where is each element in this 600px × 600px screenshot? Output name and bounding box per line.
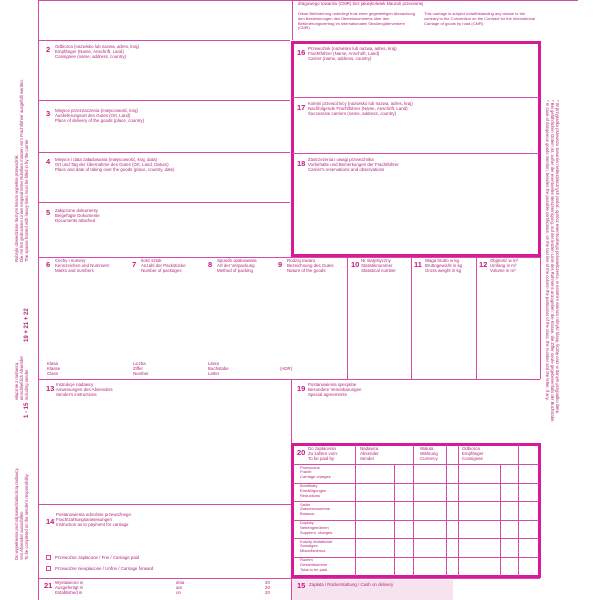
rule-f2-top — [38, 40, 290, 41]
rule-f13-f19 — [291, 379, 292, 443]
field-10-number: 10 — [351, 260, 360, 269]
field-9-number: 9 — [278, 260, 283, 269]
left-margin-numbers-1: 1 - 15 — [24, 402, 30, 418]
field-16-number: 16 — [297, 48, 306, 57]
charges-row-label: Dopłaty Nebengebühren Supplem. charges — [300, 520, 333, 535]
right-margin-dangerous-goods-note: * W przypadku przewozu towarów niebezpiecznych podać, oprócz ewentualnego poświadczenia, w ostatnim wierszu rubryki: klasę, liczbę oraz w danym przypadku literę. * Bei gefährlichen Gütern ist, außer der eventuellen Bescheinigung, auf der letzten Linie des Rahmens anzugeben: die Klasse, die Ziffer sowie gegebenenfalls der Buchstabe. * In case of dangerous goods mention, besides the possible certification, on the last line of the column the particulars of the class, the number and the letter, if any. — [545, 100, 560, 423]
field-7-number: 7 — [132, 260, 137, 269]
charges-row-rule — [293, 520, 539, 521]
field-5-label: Załączone dokumenty Beigefügte Dokumente Documents attached — [55, 208, 100, 224]
charges-row-label: Saldo Zwischensumme Balance — [300, 501, 331, 517]
field-20-col-consignee: Odbiorca Empfänger Consignee — [462, 446, 484, 462]
rule-f5-top — [38, 202, 290, 203]
field-11-label: Waga brutto w kg Bruttogewicht in kg Gross weight in kg — [425, 258, 463, 274]
cmr-notice-line: dragowego towarów (CMR) bez jakiejkolwiek klauzuli przeciwnej — [298, 1, 424, 6]
field-3-label: Miejsce przeznaczenia (miejscowość, kraj) Auslieferungsort des Gutes (Ort, Land) Place of delivery of the goods (place, country) — [55, 108, 145, 124]
field-12-label: Objętość w m³ Umfang in m³ Volume in m³ — [490, 258, 519, 274]
charges-row-label: Przewoźne Fracht Carriage charges — [300, 464, 331, 480]
field-15-number: 15 — [297, 581, 306, 590]
carriage-forward-label: Przewoźne nieopłacone / Unfrei / Carriage forward — [55, 566, 154, 571]
field-13-number: 13 — [46, 384, 55, 393]
field-8-number: 8 — [208, 260, 213, 269]
field-5-number: 5 — [46, 208, 51, 217]
field-7-label: Ilość sztuk Anzahl der Packstücke Number of packages — [141, 258, 186, 274]
field-19-label: Postanowienia specjalne Besondere Vereinbarungen Special agreements — [308, 382, 362, 398]
charges-row-rule — [293, 557, 539, 558]
field-20-col-currency: Waluta Währung Currency — [420, 446, 438, 462]
rule-f21-top — [38, 578, 540, 579]
field-6-label: Cechy i numery Kennzeichen und Nummern Marks and numbers — [55, 258, 110, 274]
rule-goods-col10 — [347, 257, 348, 379]
field-2-label: Odbiorca (nazwisko lub nazwa, adres, kraj) Empfänger (Name, Anschrift, Land) Consignee (name, address, country) — [55, 44, 139, 60]
field-4-number: 4 — [46, 157, 51, 166]
field-10-label: Nr statystyczny Statistiknummer Statistical number — [361, 258, 396, 274]
field-2-number: 2 — [46, 45, 51, 54]
charges-row-label: Bonifikaty Ermäßigungen Reductions — [300, 483, 327, 498]
field-12-number: 12 — [479, 260, 488, 269]
left-margin-sender-note: Do wypełnienia pod odpowiedzialnością nadawcy Von Absender auszufüllen To be completed on the sender's responsibility — [14, 468, 29, 560]
field-15-label: Zapłata / Rückerstattung / Cash on delivery — [309, 582, 394, 587]
adr-class-label: Klasa Klasse Class — [47, 361, 61, 377]
rule-f3-top — [38, 100, 290, 101]
cmr-notice-de: Diese Beförderung unterliegt trotz einer gegenteiligen Abmachung den Bestimmungen des Übereinkommens über den Beförderungsvertrag im internationalen Straßengüterverkehr (CMR) — [298, 11, 415, 31]
rule-goods-col11 — [411, 257, 412, 379]
adr-label: (ADR) — [280, 366, 293, 371]
left-margin-carrier-note: Rubryki obwiedzione tłustymi liniami wypełnia przewoźnik. Die mit fett gedruckten Linien eingerahmten Rubriken müssen vom Frachtführer ausgefüllt werden. The spaces framed with heavy lines must be filled in by the carrier — [14, 79, 29, 262]
charges-row-rule — [293, 538, 539, 539]
rule-goods-col12 — [476, 257, 477, 379]
rule-f4-top — [38, 152, 290, 153]
field-14-label: Postanowienia odnośnie przewoźnego Frachtzahlungsanweisungen Instruction as to payment for carriage — [56, 512, 131, 528]
rule-goods-right — [540, 257, 541, 379]
field-8-label: Sposób opakowania Art der Verpackung Method of packing — [217, 258, 257, 274]
rule-f21-f15 — [291, 578, 292, 600]
rule-f13-top — [38, 379, 540, 380]
field-16-label: Przewoźnik (nazwisko lub nazwa, adres, kraj) Frachtführer (Name, Anschrift, Land) Carrier (name, address, country) — [308, 46, 397, 62]
left-margin-numbers-2: 19 + 21 + 22 — [24, 308, 30, 342]
field-13-label: Instrukcje nadawcy Anweisungen des Absenders Sender's instructions — [56, 382, 113, 398]
left-margin-rule — [38, 0, 39, 600]
charges-row-label: Koszty dodatkowe Sonstiges Miscellaneous — [300, 538, 333, 554]
field-6-number: 6 — [46, 260, 51, 269]
field-4-label: Miejsce i data załadowania (miejscowość, kraj, data) Ort und Tag der Übernahme des Gutes (Ort, Land, Datum) Place and date of taking over the goods (place, country, date) — [55, 157, 175, 173]
field-18-label: Zastrzeżenia i uwagi przewoźnika Vorbehalte und Bemerkungen der Frachtführer Carrier's reservations and observations — [308, 157, 399, 173]
field-3-number: 3 — [46, 109, 51, 118]
carriage-paid-checkbox[interactable] — [46, 555, 51, 560]
charges-row-rule — [293, 501, 539, 502]
field-11-number: 11 — [414, 260, 422, 269]
carriage-forward-checkbox[interactable] — [46, 566, 51, 571]
field-14-number: 14 — [46, 517, 55, 526]
field-20-number: 20 — [297, 448, 306, 457]
field-21-year-label: 20 20 20 — [265, 580, 270, 596]
field-21-on-label: dnia am on — [176, 580, 185, 596]
field-18-number: 18 — [297, 159, 306, 168]
field-9-label: Rodzaj towaru Bezeichnung des Gutes Nature of the goods — [287, 258, 334, 274]
rule-f17-top — [292, 97, 539, 98]
carrier-box — [291, 41, 541, 257]
adr-letter-label: Litera Buchstabe Letter — [208, 361, 229, 377]
rule-f18-top — [292, 153, 539, 154]
cmr-notice-en: This carriage is subject notwithstanding any clause to the contrary to the Convention on the Contract for the International Carriage of goods by road (CMR) — [424, 11, 535, 26]
field-20-col-sender: Nadawca Absender Sender — [360, 446, 379, 462]
left-margin-including-sender: włącznie z nadawcą einschließlich Absender including sender — [14, 356, 29, 400]
top-divider — [292, 0, 293, 40]
charges-row-rule — [293, 483, 539, 484]
carriage-paid-label: Przewoźne zapłacone / Frei / Carriage paid — [55, 555, 140, 560]
field-17-number: 17 — [297, 103, 306, 112]
field-17-label: Kolejni przewoźnicy (nazwisko lub nazwa, adres, kraj) Nachfolgende Frachtführer (Name, Anschrift, Land) Successive carriers (name, address, country) — [308, 101, 413, 117]
field-21-number: 21 — [44, 581, 53, 590]
field-21-label: Wystawiono w Ausgefertigt in Established in — [55, 580, 84, 596]
charges-row-label: Razem Gesamtsumme Total to be paid — [300, 557, 328, 572]
adr-number-label: Liczba Ziffer Number — [133, 361, 149, 377]
field-20-head: Do zapłacenia Zu zahlen vom: To be paid by — [308, 446, 339, 462]
field-19-number: 19 — [297, 384, 306, 393]
rule-f14-top — [38, 504, 291, 505]
